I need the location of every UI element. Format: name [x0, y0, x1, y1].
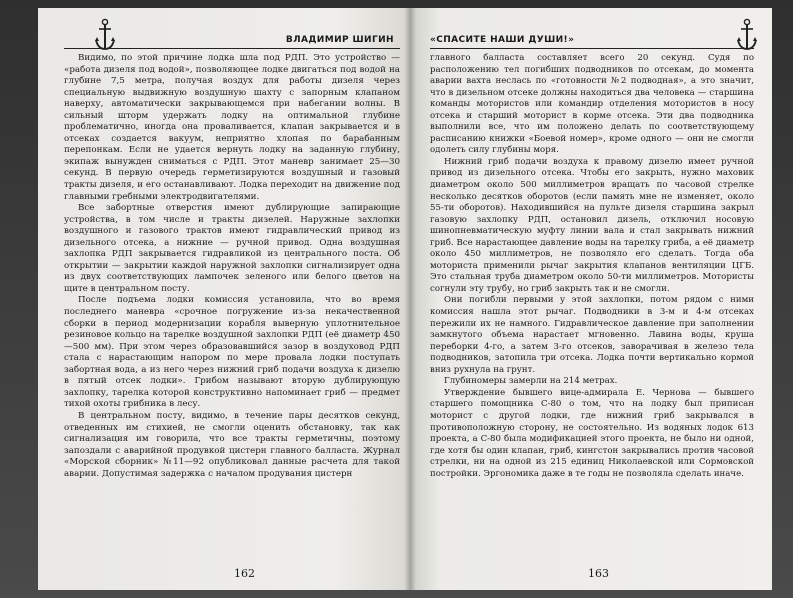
paragraph: В центральном посту, видимо, в течение пары десятков секунд, отведенных им стихией, не смогли оценить обстановку, так как сигнализация им говорила, что все тракты герметичны, поэтому запоздали с аварийной продувкой цистерн главного балласта. Журнал «Морской сборник» №11—92 опубликовал данные расчета для такой аварии. Допустимая задержка с началом продувания цистерн	[64, 410, 400, 479]
page-header	[64, 22, 400, 49]
left-page	[38, 8, 410, 590]
paragraph: Нижний гриб подачи воздуха к правому дизелю имеет ручной привод из дизельного отсека. Чтобы его закрыть, нужно маховик диаметром около 500 миллиметров вращать по часовой стрелке несколько десятков оборотов (если память мне не изменяет, около 55-ти оборотов). Находившийся на пульте дизеля старшина закрыл газовую захлопку РДП, остановил дизель, отключил носовую шинопневматическую муфту линии вала и стал закрывать нижний гриб. Все нарастающее давление воды на тарелку гриба, а её диаметр около 450 миллиметров, не позволяло его сделать. Тогда оба моториста применили рычаг закрытия клапанов вентиляции ЦГБ. Это стальная труба диаметром около 50-ти миллиметров. Мотористы согнули эту трубу, но гриб закрыть так и не смогли.	[430, 156, 754, 294]
paragraph: главного балласта составляет всего 20 секунд. Судя по расположению тел погибших подводников по отсекам, до момента аварии вахта неслась по «готовности №2 подводная», а это значит, что в дизельном отсеке должны находиться два человека — старшина команды мотористов или командир отделения мотористов в носу отсека и старший моторист в корме отсека. Эти два подводника выполнили все, что им положено делать по соответствующему расписанию книжки «Боевой номер», кроме одного — они не смогли одолеть силу глубины моря.	[430, 53, 754, 156]
page-body	[64, 53, 400, 480]
page-header	[430, 22, 754, 49]
right-page	[410, 8, 772, 590]
paragraph: Видимо, по этой причине лодка шла под РДП. Это устройство — «работа дизеля под водой», позволяющее лодке двигаться под водой на глубине 7,5 метра, получая воздух для работы дизеля через специальную выдвижную воздушную шахту с запорным клапаном наверху, автоматически закрывающемся при набегании волны. В сильный шторм удержать лодку на оптимальной глубине проблематично, иногда она проваливается, клапан закрывается и в отсеках создается вакуум, неприятно хлопая по барабанным перепонкам. Если не удается вернуть лодку на заданную глубину, экипаж вынужден сниматься с РДП. Этот маневр занимает 25—30 секунд. В первую очередь герметизируются воздушный и газовый тракты дизеля, и его останавливают. Лодка переходит на движение под главными гребными электродвигателями.	[64, 53, 400, 202]
page-number: 163	[588, 567, 609, 580]
paragraph: Утверждение бывшего вице-адмирала Е. Чернова — бывшего старшего помощника С-80 о том, что на лодку был приписан моторист с другой лодки, где нижний гриб закрывался в противоположную сторону, не состоятельно. Из водяных лодок 613 проекта, а С-80 была модификацией этого проекта, не было ни одной, где хотя бы один клапан, гриб, кингстон закрывались против часовой стрелки, ни на одной из 215 единиц Николаевской или Сормовской постройки. Эргономика даже в те годы не позволяла сделать иначе.	[430, 387, 754, 479]
paragraph: Они погибли первыми у этой захлопки, потом рядом с ними комиссия нашла этот рычаг. Подводники в 3-м и 4-м отсеках пережили их не намного. Гидравлическое давление при заполнении замкнутого объема нарастает мгновенно. Лавина воды, круша переборки 4-го, а затем 3-го отсеков, заворачивая в железо тела подводников, затопила три отсека. Лодка почти вертикально кормой вниз рухнула на грунт.	[430, 295, 754, 375]
page-number: 162	[234, 567, 255, 580]
anchor-icon	[94, 18, 116, 52]
running-head: «СПАСИТЕ НАШИ ДУШИ!»	[430, 35, 575, 45]
anchor-icon	[736, 18, 758, 52]
running-head: ВЛАДИМИР ШИГИН	[285, 35, 394, 45]
book-gutter	[404, 8, 416, 590]
paragraph: Все забортные отверстия имеют дублирующие запирающие устройства, в том числе и тракты дизелей. Наружные захлопки воздушного и газового трактов имеют гидравлический привод из дизельного отсека, а нижние — ручной привод. Одна воздушная захлопка РДП закрывается гидравликой из центрального поста. Об открытии — закрытии каждой наружной захлопки сигнализирует одна из двух соответствующих лампочек зеленого или белого цветов на щите в центральном посту.	[64, 203, 400, 294]
paragraph: После подъема лодки комиссия установила, что во время последнего маневра «срочное погружение из-за некачественной сборки в период модернизации корабля выверную уплотнительное резиновое кольцо на тарелке воздушной захлопки РДП (её диаметр 450—500 мм). При этом через образовавшийся зазор в воздуховод РДП стала с нарастающим напором по мере провала лодки поступать забортная вода, а из него через нижний гриб подачи воздуха к дизелю в пятый отсек лодки». Грибом называют вторую дублирующую захлопку, тарелка которой конструктивно напоминает гриб — предмет тихой охоты грибника в лесу.	[64, 295, 400, 410]
page-body	[430, 53, 754, 480]
paragraph: Глубиномеры замерли на 214 метрах.	[444, 376, 618, 387]
